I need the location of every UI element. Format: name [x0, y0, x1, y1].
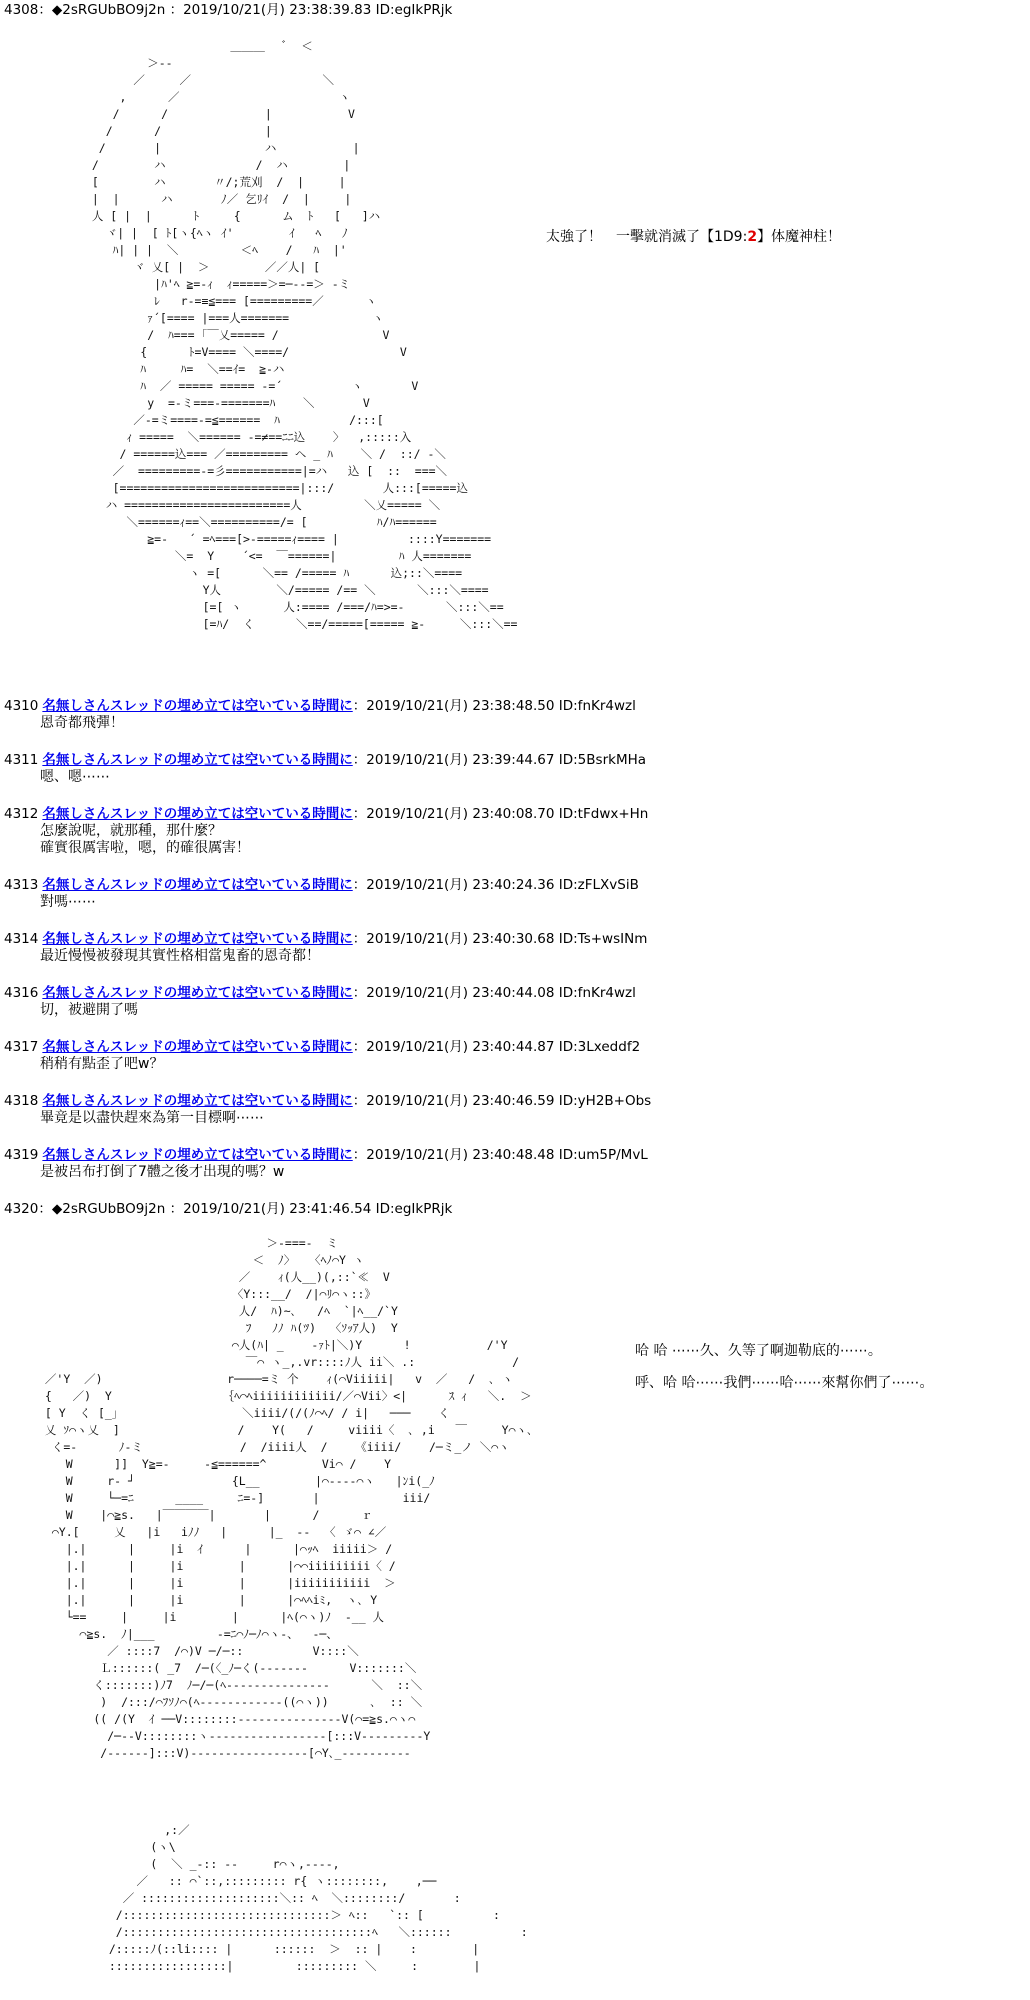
post-meta: ：◆2sRGUbBO9j2n ：2019/10/21(月) 23:38:39.83 ID:egIkPRjk [38, 2, 453, 18]
ascii-art-character-3: ,:／ (ヽ\ ( ＼ _-:: ‐‐ r⌒ヽ,-‐‐-, ／ :: ⌒`::,::::::::: r{ ヽ::::::::, ,── ／ ::::::::::::::::::::＼:: ﾍ ＼::::::::/ : /::::::::::::::::::::::::::::::＞ ﾍ:: `:: [ : /::::::::::::::::::::::::::::::::::::ﾍ ＼:::::: : /:::::ﾉ(::li:::: | :::::: ＞ :: | : | :::::::::::::::::| ::::::::: ＼ : | [108, 1823, 528, 1973]
reply-text: 怎麼說呢，就那種，那什麼？ 確實很厲害啦，嗯，的確很厲害！ [40, 823, 250, 856]
ascii-art-character-2: ＞-===- ミ ＜ ﾉ〉 〈ﾍﾉ⌒Y ヽ ／ ｨ(人__)(,::`≪ V 〈Y:::__/ /|⌒ﾘ⌒ヽ::》 人/ ﾊ)~､ /ﾍ `|ﾍ__/`Y ﾌ ﾉﾉ ﾊ(ﾂ) 〈ｿｯｱ人) Y ⌒人(ﾊ| _ -ｧﾄ|＼)Y ! /'Y ￣⌒ ヽ_,.vr::::ﾉ人 ii＼ .: / ／'Y ／) r────=ミ 个 ｨ(⌒Viiiii| v ／ / ､ ヽ { ／) Y ｛ﾍ⌒ﾍiiiiiiiiiiii/／⌒Vii〉<| ｽ ｨ ＼. ＞ [ Y く [_｣ ＼iiii/(/(ﾉ⌒ﾍ/ / i| ─── く 乂 ｿ⌒ヽ乂 ] / Y( / viiii〈 ､ ,i ￣ Y⌒ヽ､ く=- ﾉ-ミ / /iiii人 / 《iiii/ /─ミ_ノ ＼⌒ヽ W ]] Y≧=- -≦======^ Vi⌒ / Y W r‐ ┘ {L__ |⌒‐‐‐‐⌒ヽ |ﾝi(_ﾉ W └─=ﾆ ____ ﾆ=-] | iii/ W |⌒≧s. |￣￣￣￣| | / ｒ ⌒Y.[ 乂 |i iﾉﾉ | |_ ‐‐ 〈 ゞ⌒ ∠／ |.| | |i ｲ | |⌒ｯﾍ iiiii＞ / |.| | |i | |⌒⌒iiiiiiiii〈 / |.| | |i | |iiiiiiiiiii ＞ |.| | |i | |⌒ﾍﾍiﾐ, ヽ､ Y └== | |i | |ﾍ(⌒ヽ)ﾉ -__ 人 ⌒≧s. ﾉ|___ -=ﾆ⌒ﾉ─ﾉ⌒ヽ-、 -─、 ／ ::::7 /⌒)V ─/─:: V::::＼ Ｌ::::::( _7 /─(〈_ﾉ─く(‐‐‐‐‐‐‐ V:::::::＼ く:::::::)ﾉ7 ﾉ─/─(ﾍ‐‐‐‐‐‐‐‐‐‐‐‐‐‐‐ ＼ ::＼ ) /:::/⌒ﾌｿﾉ⌒(ﾍ‐‐‐‐‐‐‐‐‐‐‐‐((⌒ヽ)) ､ :: ＼ (( /(Y ｲ ──V::::::::‐‐‐‐‐‐‐‐‐‐‐‐‐‐‐V(⌒=≧s.⌒ヽ⌒ /─‐‐V::::::::ヽ‐‐‐‐‐‐‐‐‐‐‐‐‐‐‐‐‐[:::V‐‐‐‐‐‐‐‐‐Y /‐‐‐‐‐‐]:::V)‐‐‐‐‐‐‐‐‐‐‐‐‐‐‐‐‐[⌒Y､_‐‐‐‐‐‐‐‐‐‐ [44, 1236, 533, 1760]
reply-number: 4314 [4, 931, 39, 947]
reply-name[interactable]: 名無しさんスレッドの埋め立ては空いている時間に [42, 1039, 353, 1055]
caption-text-end: 】体魔神柱！ [757, 229, 842, 245]
reply-number: 4313 [4, 877, 39, 893]
reply-name[interactable]: 名無しさんスレッドの埋め立ては空いている時間に [42, 1093, 353, 1109]
reply-header [4, 806, 648, 822]
reply-text: 切，被避開了嗎 [40, 1002, 138, 1018]
reply-header [4, 698, 636, 714]
reply-meta: ：2019/10/21(月) 23:40:08.70 ID:tFdwx+Hn [352, 806, 649, 822]
reply-meta: ：2019/10/21(月) 23:39:44.67 ID:5BsrkMHa [352, 752, 647, 768]
reply-meta: ：2019/10/21(月) 23:40:44.87 ID:3Lxeddf2 [352, 1039, 641, 1055]
post-header-4308 [4, 2, 452, 18]
reply-header [4, 1039, 640, 1055]
reply-text: 稍稍有點歪了吧w？ [40, 1056, 164, 1072]
caption-line-1: 哈 哈 ⋯⋯久、久等了啊迦勒底的⋯⋯。 [635, 1343, 882, 1359]
reply-name[interactable]: 名無しさんスレッドの埋め立ては空いている時間に [42, 985, 353, 1001]
reply-meta: ：2019/10/21(月) 23:38:48.50 ID:fnKr4wzl [352, 698, 636, 714]
reply-header [4, 1093, 651, 1109]
post-caption-4308 [546, 228, 841, 246]
reply-text: 恩奇都飛彈！ [40, 715, 124, 731]
post-meta: ：◆2sRGUbBO9j2n ：2019/10/21(月) 23:41:46.54 ID:egIkPRjk [38, 1201, 453, 1217]
reply-name[interactable]: 名無しさんスレッドの埋め立ては空いている時間に [42, 752, 353, 768]
reply-meta: ：2019/10/21(月) 23:40:46.59 ID:yH2B+Obs [352, 1093, 652, 1109]
reply-number: 4312 [4, 806, 39, 822]
reply-text: 是被呂布打倒了7體之後才出現的嗎？w [40, 1164, 285, 1180]
reply-meta: ：2019/10/21(月) 23:40:24.36 ID:zFLXvSiB [352, 877, 639, 893]
reply-header [4, 931, 647, 947]
caption-line-2: 呼、哈 哈⋯⋯我們⋯⋯哈⋯⋯來幫你們了⋯⋯。 [635, 1375, 934, 1391]
post-number: 4320 [4, 1201, 39, 1217]
dice-roll-result: 2 [747, 229, 758, 245]
reply-text: 最近慢慢被發現其實性格相當鬼畜的恩奇都！ [40, 948, 320, 964]
reply-number: 4318 [4, 1093, 39, 1109]
reply-name[interactable]: 名無しさんスレッドの埋め立ては空いている時間に [42, 877, 353, 893]
reply-number: 4316 [4, 985, 39, 1001]
post-number: 4308 [4, 2, 39, 18]
reply-header [4, 877, 639, 893]
reply-name[interactable]: 名無しさんスレッドの埋め立ては空いている時間に [42, 1147, 353, 1163]
caption-text: 太強了！ 一擊就消滅了【1D9: [546, 229, 748, 245]
reply-number: 4310 [4, 698, 39, 714]
reply-text: 畢竟是以盡快趕來為第一目標啊⋯⋯ [40, 1110, 264, 1126]
reply-meta: ：2019/10/21(月) 23:40:44.08 ID:fnKr4wzl [352, 985, 636, 1001]
reply-number: 4319 [4, 1147, 39, 1163]
ascii-art-character-1: ＿＿＿ ﾞ ＜ ＞-‐ ／ ／ ＼ , ／ ヽ / / | V / / | / | ハ | / ハ / ハ | [ ハ 〃/;荒刈 / | | | | ハ ﾉ／ 乞ﾘｲ / | | 人 [ | | ﾄ { ム ﾄ [ ]ハ ヾ| | [ ﾄ[ヽ{ﾍヽ ｲ' ｲ ﾍ ﾉ ﾊ| | | ＼ ＜ﾍ / ﾊ |' ヾ 乂[ | ＞ ／／人| [ |ﾊ'ﾍ ≧=-ｨ ｨ=====＞=─‐‐=＞ -ミ ﾚ r-=≡≦=== [=========／ ヽ ｧ´[==== |===人======= ヽ / ﾊ=== ｢￣乂===== / V { ﾄ=V==== ＼====/ V ﾊ ﾊ= ＼==ｲ= ≧-ハ ﾊ ／ ===== ===== -=´ ヽ V y =-ミ===-=======ﾊ ＼ V ／-=ミ====-=≦====== ﾊ /:::[ ｨ ===== ＼====== -=≠==ﾆﾆ込 〉 ,:::::入 / ======込=== ／========= ヘ _ ﾊ ＼ / ::/ -＼ ／ =========-=彡===========|=ハ 込 [ :: ===＼ [==========================|:::/ 人:::[=====込 ハ ========================人 ＼乂===== ＼ ＼======ｨ==＼==========/= [ ﾊ/ﾊ====== ≧=- ´ =ﾍ===[>-=====ｨ==== | ::::Y======= ＼= Y ´<= ￣======| ﾊ 人======= ヽ =[ ＼== /===== ﾊ 込;::＼==== Y人 ＼/===== /== ＼ ＼:::＼==== [=[ ヽ 人:==== /===/ﾊ=>=- ＼:::＼== [=ﾊ/ く ＼==/=====[===== ≧- ＼:::＼== [91, 39, 518, 631]
post-header-4320 [4, 1201, 452, 1217]
reply-number: 4311 [4, 752, 39, 768]
reply-header [4, 752, 646, 768]
reply-header [4, 985, 636, 1001]
reply-number: 4317 [4, 1039, 39, 1055]
reply-text: 對嗎⋯⋯ [40, 894, 96, 910]
reply-name[interactable]: 名無しさんスレッドの埋め立ては空いている時間に [42, 806, 353, 822]
reply-meta: ：2019/10/21(月) 23:40:30.68 ID:Ts+wsINm [352, 931, 648, 947]
reply-text: 嗯、嗯⋯⋯ [40, 769, 110, 785]
reply-name[interactable]: 名無しさんスレッドの埋め立ては空いている時間に [42, 931, 353, 947]
reply-header [4, 1147, 648, 1163]
reply-meta: ：2019/10/21(月) 23:40:48.48 ID:um5P/MvL [352, 1147, 648, 1163]
reply-name[interactable]: 名無しさんスレッドの埋め立ては空いている時間に [42, 698, 353, 714]
